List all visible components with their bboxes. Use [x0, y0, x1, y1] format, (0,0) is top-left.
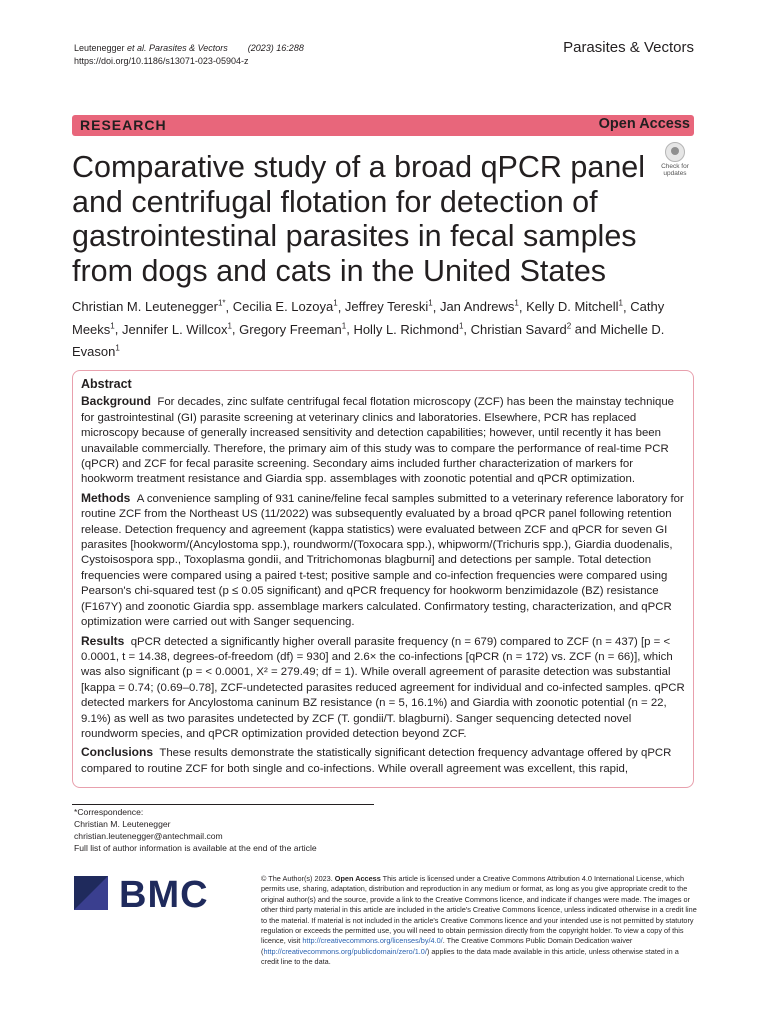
correspondence-block — [74, 806, 317, 854]
author-list: Christian M. Leutenegger$^{1*}$, Cecilia E. Lozoya$^1$, Jeffrey Tereski$^1$, Jan Andrews$^1$, Kelly D. Mitchell$^1$, Cathy Meeks$^1$, Jennifer L. Willcox$^1$, Gregory Freeman$^1$, Holly L. Richmond$^1$, Christian Savard$^2$ and Michelle D. Evason$^1$ — [72, 299, 665, 359]
author — [471, 322, 572, 337]
author — [233, 299, 338, 314]
author-affiliation: 1 — [514, 299, 519, 308]
results-heading: Results — [81, 633, 125, 648]
author-name: Cathy Meeks — [72, 299, 665, 337]
license-text — [261, 874, 697, 968]
author-name: Jan Andrews — [439, 299, 515, 315]
open-access-label: Open Access — [598, 116, 690, 132]
author-name: Kelly D. Mitchell — [526, 299, 619, 315]
author-affiliation: 1 — [428, 299, 433, 308]
author-affiliation: 1 — [115, 343, 120, 353]
author — [353, 322, 463, 337]
author-name: Michelle D. Evason — [72, 321, 665, 359]
correspondence-email[interactable]: christian.leutenegger@antechmail.com — [74, 831, 223, 841]
conclusions-text: These results demonstrate the statistically significant detection frequency advantage offered by qPCR compared to routine ZCF for both single and co-infections. While overall agreement was excellent, this rapid, — [81, 747, 672, 775]
abstract-heading: Abstract — [81, 377, 132, 391]
author-affiliation: 1 — [618, 299, 623, 308]
author-name: Christian M. Leutenegger — [72, 299, 218, 315]
check-for-updates-icon — [665, 142, 685, 162]
correspondence-name: Christian M. Leutenegger — [74, 819, 171, 829]
author-name: Holly L. Richmond — [353, 321, 459, 337]
check-updates-line1: Check for — [661, 163, 689, 170]
author-name: Gregory Freeman — [239, 321, 342, 337]
citation-journal: et al. Parasites & Vectors — [127, 43, 228, 53]
author-name: Jennifer L. Willcox — [121, 321, 228, 337]
author-affiliation: 1 — [110, 321, 115, 331]
citation-authors: Leutenegger — [74, 43, 128, 53]
author-affiliation: 2 — [566, 321, 572, 331]
citation-line — [74, 42, 304, 55]
correspondence-divider — [72, 804, 374, 805]
bmc-logo — [74, 874, 224, 916]
cc-zero-link[interactable]: http://creativecommons.org/publicdomain/zero/1.0/ — [263, 946, 427, 956]
doi-link[interactable]: https://doi.org/10.1186/s13071-023-05904-z — [74, 56, 249, 66]
citation-year-volume: (2023) 16:288 — [247, 43, 304, 53]
author-name: Cecilia E. Lozoya — [232, 299, 334, 315]
author-affiliation: 1 — [227, 321, 232, 331]
background-text: For decades, zinc sulfate centrifugal fecal flotation microscopy (ZCF) has been the mainstay technique for gastrointestinal (GI) parasite screening at veterinary clinics and laboratories. Elsewhere, PCR has replaced microscopy because of generally increased sensitivity and detection capabilities; however, until recently it has been unavailable commercially. Therefore, the primary aim of this study was to compare the performance of real-time PCR (qPCR) and ZCF for fecal parasite screening. Secondary aims included further characterization of markers for hookworm treatment resistance and Giardia spp. assemblages with zoonotic potential and qPCR optimization. — [81, 396, 674, 486]
author-affiliation: 1 — [341, 321, 347, 331]
author-name: Jeffrey Tereski — [344, 299, 429, 315]
methods-heading: Methods — [81, 490, 131, 505]
author-affiliation: 1* — [217, 299, 226, 308]
abstract — [81, 377, 687, 780]
conclusions-heading: Conclusions — [81, 745, 154, 760]
results-text: qPCR detected a significantly higher overall parasite frequency (n = 679) compared to ZCF (n = 437) [p = < 0.0001, t = 14.38, degrees-of-freedom (df) = 930] and 2.6× the co-infections [qPCR (n = 172) vs. ZCF (n = 66)], which was also significant (p = < 0.0001, X² = 279.49; df = 1). While overall agreement of parasite detection was substantial [kappa = 0.74; (0.69–0.78], ZCF-undetected parasites reduced agreement for individual and co-infected samples. qPCR detected markers for Ancylostoma caninum BZ resistance (n = 5, 16.1%) and Giardia with zoonotic potential (n = 22, 9.1%) as well as two parasites undetected by ZCF (T. gondii/T. blagburni). Sanger sequencing detected novel roundworm species, and qPCR optimization provided detection beyond ZCF. — [81, 635, 685, 740]
research-banner — [72, 115, 694, 136]
article-title: Comparative study of a broad qPCR panel and centrifugal flotation for detection of gastrointestinal parasites in fecal samples from dogs and cats in the United States — [72, 150, 646, 288]
author — [72, 299, 226, 314]
correspondence-label: *Correspondence: — [74, 807, 144, 817]
abstract-results — [81, 634, 687, 743]
abstract-background — [81, 394, 687, 487]
author — [239, 322, 346, 337]
bmc-logo-mark-icon — [74, 876, 108, 910]
author-affiliation: 1 — [458, 321, 464, 331]
citation-block — [74, 42, 304, 68]
author — [526, 299, 623, 314]
author — [440, 299, 519, 314]
author — [345, 299, 433, 314]
check-updates-line2: updates — [663, 170, 687, 177]
cc-by-link[interactable]: http://creativecommons.org/licenses/by/4.0/ — [302, 936, 443, 946]
background-heading: Background — [81, 394, 152, 409]
author-info-note: Full list of author information is available at the end of the article — [74, 843, 317, 853]
author — [122, 322, 232, 337]
license-body-2: . The Creative Commons Public Domain Dedication waiver ( — [261, 936, 633, 956]
methods-text: A convenience sampling of 931 canine/feline fecal samples submitted to a veterinary reference laboratory for routine ZCF from the Northeast US (11/2022) was subsequently evaluated by a broad qPCR panel following retention release. Detection frequency and agreement (kappa statistics) were evaluated between ZCF and qPCR for seven GI parasites [hookworm/(Ancylostoma spp.), roundworm/(Toxocara spp.), whipworm/(Trichuris spp.), Giardia duodenalis, Cystoisospora spp., Toxoplasma gondii, and Tritrichomonas blagburni] and detections per sample. Total detection frequencies were compared using a paired t-test; positive sample and co-infection frequencies were compared using Pearson's chi-squared test (p ≤ 0.05 significant) and qPCR frequency for hookworm benzimidazole (BZ) resistance (F167Y) and zoonotic Giardia spp. assemblage markers calculated. Confirmatory testing, characterization, and qPCR optimization were carried out with Sanger sequencing. — [81, 492, 684, 629]
open-access-notice: Open Access — [334, 874, 381, 883]
author-affiliation: 1 — [333, 299, 338, 308]
license-body: This article is licensed under a Creative Commons Attribution 4.0 International License, which permits use, sharing, adaptation, distribution and reproduction in any medium or format, as long as you give appropriate credit to the original author(s) and the source, provide a link to the Creative Commons licence, and indicate if changes were made. The images or other third party material in this article are included in the article's Creative Commons licence, unless indicated otherwise in a credit line to the material. If material is not included in the article's Creative Commons licence and your intended use is not permitted by statutory regulation or exceeds the permitted use, you will need to obtain permission directly from the copyright holder. To view a copy of this licence, visit — [261, 874, 697, 946]
bmc-logo-text: BMC — [119, 874, 209, 916]
license-body-3: ) applies to the data made available in this article, unless otherwise stated in a credit line to the data. — [261, 946, 679, 967]
abstract-methods — [81, 491, 687, 631]
journal-name: Parasites & Vectors — [563, 39, 694, 56]
section-label: RESEARCH — [80, 117, 167, 133]
abstract-conclusions — [81, 745, 687, 777]
author-name: Christian Savard — [470, 321, 567, 337]
copyright-notice: © The Author(s) 2023. — [261, 874, 333, 883]
